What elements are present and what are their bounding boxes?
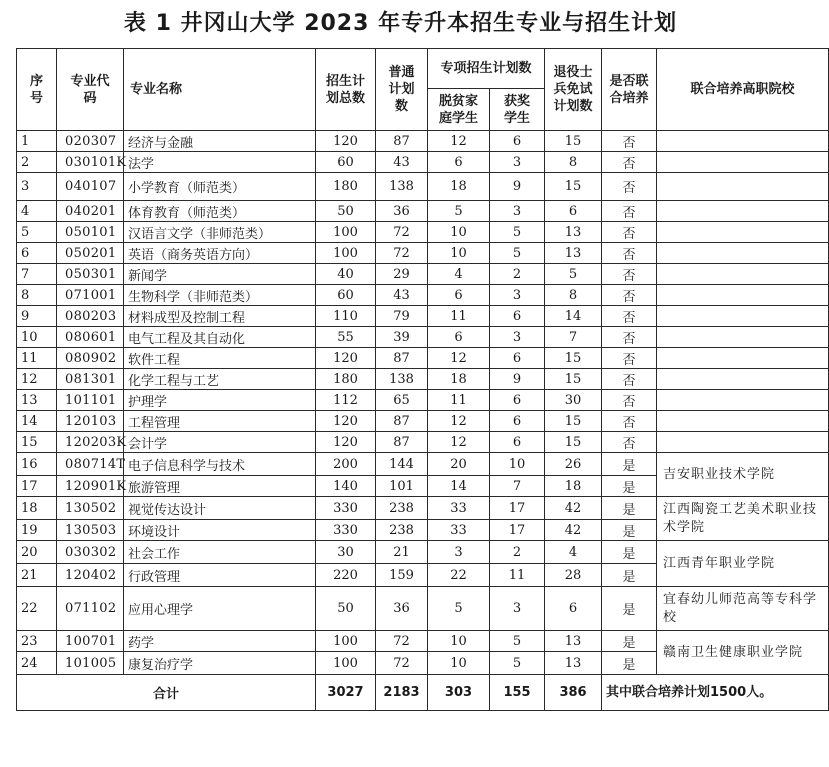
total-regular: 2183	[376, 675, 428, 711]
cell-veteran: 8	[545, 285, 602, 306]
cell-poor: 11	[428, 390, 490, 411]
cell-regular: 238	[376, 497, 428, 520]
cell-seq: 8	[17, 285, 57, 306]
cell-total: 60	[316, 285, 376, 306]
cell-total: 100	[316, 222, 376, 243]
total-note: 其中联合培养计划1500人。	[602, 675, 829, 711]
cell-poor: 12	[428, 348, 490, 369]
cell-seq: 13	[17, 390, 57, 411]
table-row	[17, 453, 829, 476]
cell-veteran: 18	[545, 476, 602, 497]
cell-award: 3	[490, 587, 545, 631]
cell-code: 120901K	[57, 476, 124, 497]
total-veteran: 386	[545, 675, 602, 711]
cell-joint: 否	[602, 348, 657, 369]
cell-code: 130503	[57, 520, 124, 541]
cell-award: 2	[490, 541, 545, 564]
cell-regular: 43	[376, 285, 428, 306]
cell-poor: 11	[428, 306, 490, 327]
cell-veteran: 42	[545, 520, 602, 541]
cell-joint: 否	[602, 369, 657, 390]
cell-partner-empty	[657, 432, 829, 453]
cell-regular: 238	[376, 520, 428, 541]
cell-partner-college: 江西青年职业学院	[657, 541, 829, 587]
cell-award: 17	[490, 497, 545, 520]
cell-award: 3	[490, 152, 545, 173]
cell-award: 5	[490, 631, 545, 652]
cell-award: 10	[490, 453, 545, 476]
cell-code: 040201	[57, 201, 124, 222]
cell-total: 120	[316, 131, 376, 152]
cell-joint: 否	[602, 432, 657, 453]
cell-partner-empty	[657, 201, 829, 222]
cell-major-name: 视觉传达设计	[124, 497, 316, 520]
cell-poor: 12	[428, 411, 490, 432]
cell-award: 5	[490, 243, 545, 264]
cell-award: 6	[490, 432, 545, 453]
cell-code: 071001	[57, 285, 124, 306]
cell-joint: 否	[602, 285, 657, 306]
cell-poor: 10	[428, 652, 490, 675]
header-joint: 是否联合培养	[602, 49, 657, 131]
table-row	[17, 541, 829, 564]
cell-poor: 18	[428, 173, 490, 201]
cell-total: 220	[316, 564, 376, 587]
cell-partner-empty	[657, 152, 829, 173]
header-seq: 序号	[17, 49, 57, 131]
cell-poor: 3	[428, 541, 490, 564]
cell-total: 40	[316, 264, 376, 285]
cell-regular: 29	[376, 264, 428, 285]
cell-total: 200	[316, 453, 376, 476]
cell-award: 6	[490, 411, 545, 432]
cell-seq: 11	[17, 348, 57, 369]
cell-joint: 否	[602, 152, 657, 173]
table-row	[17, 497, 829, 520]
cell-regular: 72	[376, 652, 428, 675]
cell-major-name: 法学	[124, 152, 316, 173]
cell-poor: 6	[428, 152, 490, 173]
cell-code: 080203	[57, 306, 124, 327]
cell-award: 6	[490, 131, 545, 152]
cell-partner-empty	[657, 264, 829, 285]
cell-seq: 17	[17, 476, 57, 497]
cell-major-name: 社会工作	[124, 541, 316, 564]
cell-poor: 12	[428, 131, 490, 152]
cell-seq: 5	[17, 222, 57, 243]
cell-partner-empty	[657, 173, 829, 201]
cell-major-name: 康复治疗学	[124, 652, 316, 675]
cell-seq: 10	[17, 327, 57, 348]
total-poor: 303	[428, 675, 490, 711]
cell-code: 081301	[57, 369, 124, 390]
header-regular: 普通计划数	[376, 49, 428, 131]
cell-regular: 87	[376, 411, 428, 432]
cell-veteran: 15	[545, 131, 602, 152]
cell-poor: 10	[428, 631, 490, 652]
cell-partner-empty	[657, 369, 829, 390]
cell-veteran: 15	[545, 348, 602, 369]
header-total: 招生计划总数	[316, 49, 376, 131]
cell-regular: 87	[376, 348, 428, 369]
cell-total: 100	[316, 652, 376, 675]
cell-poor: 22	[428, 564, 490, 587]
cell-code: 101101	[57, 390, 124, 411]
cell-code: 101005	[57, 652, 124, 675]
cell-partner-empty	[657, 306, 829, 327]
cell-partner-empty	[657, 411, 829, 432]
cell-total: 120	[316, 432, 376, 453]
total-total: 3027	[316, 675, 376, 711]
cell-award: 3	[490, 327, 545, 348]
cell-major-name: 生物科学（非师范类）	[124, 285, 316, 306]
cell-award: 6	[490, 306, 545, 327]
cell-joint: 否	[602, 201, 657, 222]
cell-poor: 5	[428, 201, 490, 222]
cell-veteran: 28	[545, 564, 602, 587]
cell-award: 5	[490, 222, 545, 243]
cell-regular: 72	[376, 243, 428, 264]
cell-poor: 33	[428, 520, 490, 541]
cell-seq: 2	[17, 152, 57, 173]
cell-total: 100	[316, 243, 376, 264]
cell-total: 100	[316, 631, 376, 652]
cell-veteran: 13	[545, 222, 602, 243]
cell-regular: 159	[376, 564, 428, 587]
header-partner: 联合培养高职院校	[657, 49, 829, 131]
cell-major-name: 经济与金融	[124, 131, 316, 152]
cell-total: 50	[316, 587, 376, 631]
table-body	[17, 131, 829, 711]
cell-award: 9	[490, 369, 545, 390]
table-row	[17, 631, 829, 652]
cell-code: 020307	[57, 131, 124, 152]
table-row	[17, 201, 829, 222]
cell-major-name: 体育教育（师范类）	[124, 201, 316, 222]
cell-major-name: 护理学	[124, 390, 316, 411]
table-row	[17, 152, 829, 173]
cell-joint: 否	[602, 222, 657, 243]
cell-joint: 是	[602, 453, 657, 476]
cell-seq: 16	[17, 453, 57, 476]
cell-poor: 10	[428, 222, 490, 243]
cell-regular: 87	[376, 432, 428, 453]
cell-joint: 否	[602, 264, 657, 285]
cell-major-name: 汉语言文学（非师范类）	[124, 222, 316, 243]
header-name: 专业名称	[124, 49, 316, 131]
table-row	[17, 285, 829, 306]
cell-veteran: 6	[545, 587, 602, 631]
cell-total: 330	[316, 520, 376, 541]
cell-poor: 5	[428, 587, 490, 631]
cell-partner-college: 江西陶瓷工艺美术职业技术学院	[657, 497, 829, 541]
table-row	[17, 369, 829, 390]
cell-major-name: 环境设计	[124, 520, 316, 541]
cell-major-name: 药学	[124, 631, 316, 652]
table-row	[17, 264, 829, 285]
cell-partner-empty	[657, 222, 829, 243]
table-row	[17, 131, 829, 152]
cell-seq: 15	[17, 432, 57, 453]
cell-regular: 65	[376, 390, 428, 411]
cell-seq: 12	[17, 369, 57, 390]
cell-regular: 36	[376, 201, 428, 222]
cell-veteran: 4	[545, 541, 602, 564]
cell-major-name: 电气工程及其自动化	[124, 327, 316, 348]
total-label: 合计	[17, 675, 316, 711]
cell-award: 6	[490, 348, 545, 369]
table-row	[17, 432, 829, 453]
cell-seq: 18	[17, 497, 57, 520]
cell-joint: 是	[602, 631, 657, 652]
cell-partner-empty	[657, 131, 829, 152]
cell-poor: 4	[428, 264, 490, 285]
cell-seq: 21	[17, 564, 57, 587]
cell-major-name: 小学教育（师范类）	[124, 173, 316, 201]
cell-total: 330	[316, 497, 376, 520]
cell-joint: 是	[602, 652, 657, 675]
table-row	[17, 222, 829, 243]
cell-award: 11	[490, 564, 545, 587]
cell-joint: 否	[602, 390, 657, 411]
cell-regular: 79	[376, 306, 428, 327]
cell-code: 030101K	[57, 152, 124, 173]
cell-veteran: 14	[545, 306, 602, 327]
cell-regular: 138	[376, 173, 428, 201]
cell-veteran: 15	[545, 411, 602, 432]
cell-joint: 否	[602, 306, 657, 327]
page-title: 表 1 井冈山大学 2023 年专升本招生专业与招生计划	[123, 11, 678, 36]
cell-veteran: 13	[545, 652, 602, 675]
cell-veteran: 15	[545, 173, 602, 201]
cell-major-name: 电子信息科学与技术	[124, 453, 316, 476]
table-row	[17, 348, 829, 369]
table-row	[17, 327, 829, 348]
cell-veteran: 26	[545, 453, 602, 476]
cell-partner-college: 宜春幼儿师范高等专科学校	[657, 587, 829, 631]
cell-regular: 72	[376, 222, 428, 243]
total-award: 155	[490, 675, 545, 711]
table-row	[17, 243, 829, 264]
cell-partner-college: 吉安职业技术学院	[657, 453, 829, 497]
table-row	[17, 587, 829, 631]
cell-joint: 是	[602, 564, 657, 587]
cell-regular: 39	[376, 327, 428, 348]
cell-regular: 43	[376, 152, 428, 173]
cell-code: 080902	[57, 348, 124, 369]
cell-seq: 6	[17, 243, 57, 264]
cell-poor: 14	[428, 476, 490, 497]
cell-veteran: 30	[545, 390, 602, 411]
cell-veteran: 6	[545, 201, 602, 222]
cell-regular: 21	[376, 541, 428, 564]
cell-code: 050201	[57, 243, 124, 264]
cell-total: 180	[316, 173, 376, 201]
cell-regular: 72	[376, 631, 428, 652]
cell-veteran: 5	[545, 264, 602, 285]
header-poor: 脱贫家庭学生	[428, 89, 490, 131]
table-row	[17, 306, 829, 327]
cell-regular: 138	[376, 369, 428, 390]
cell-joint: 否	[602, 243, 657, 264]
cell-award: 3	[490, 285, 545, 306]
cell-veteran: 15	[545, 369, 602, 390]
cell-veteran: 42	[545, 497, 602, 520]
enrollment-plan-table	[16, 48, 829, 711]
cell-major-name: 化学工程与工艺	[124, 369, 316, 390]
cell-seq: 9	[17, 306, 57, 327]
cell-partner-empty	[657, 243, 829, 264]
header-special: 专项招生计划数	[428, 49, 545, 89]
cell-total: 120	[316, 411, 376, 432]
cell-award: 7	[490, 476, 545, 497]
cell-partner-empty	[657, 327, 829, 348]
cell-joint: 否	[602, 131, 657, 152]
cell-joint: 否	[602, 327, 657, 348]
cell-partner-empty	[657, 348, 829, 369]
cell-regular: 144	[376, 453, 428, 476]
cell-regular: 101	[376, 476, 428, 497]
cell-code: 050301	[57, 264, 124, 285]
cell-seq: 20	[17, 541, 57, 564]
cell-award: 3	[490, 201, 545, 222]
cell-joint: 是	[602, 476, 657, 497]
cell-total: 110	[316, 306, 376, 327]
cell-poor: 6	[428, 285, 490, 306]
cell-award: 5	[490, 652, 545, 675]
cell-award: 6	[490, 390, 545, 411]
cell-award: 9	[490, 173, 545, 201]
cell-seq: 14	[17, 411, 57, 432]
cell-poor: 20	[428, 453, 490, 476]
cell-total: 140	[316, 476, 376, 497]
cell-code: 080714T	[57, 453, 124, 476]
cell-major-name: 材料成型及控制工程	[124, 306, 316, 327]
total-row	[17, 675, 829, 711]
cell-veteran: 7	[545, 327, 602, 348]
cell-major-name: 行政管理	[124, 564, 316, 587]
cell-total: 30	[316, 541, 376, 564]
cell-total: 50	[316, 201, 376, 222]
cell-award: 17	[490, 520, 545, 541]
cell-code: 071102	[57, 587, 124, 631]
table-row	[17, 390, 829, 411]
cell-joint: 是	[602, 520, 657, 541]
cell-major-name: 应用心理学	[124, 587, 316, 631]
cell-code: 040107	[57, 173, 124, 201]
cell-veteran: 8	[545, 152, 602, 173]
cell-code: 100701	[57, 631, 124, 652]
cell-poor: 10	[428, 243, 490, 264]
cell-total: 120	[316, 348, 376, 369]
cell-code: 120402	[57, 564, 124, 587]
cell-seq: 3	[17, 173, 57, 201]
cell-total: 180	[316, 369, 376, 390]
cell-code: 130502	[57, 497, 124, 520]
cell-code: 080601	[57, 327, 124, 348]
cell-major-name: 工程管理	[124, 411, 316, 432]
cell-award: 2	[490, 264, 545, 285]
cell-partner-empty	[657, 285, 829, 306]
cell-seq: 23	[17, 631, 57, 652]
cell-poor: 12	[428, 432, 490, 453]
cell-poor: 6	[428, 327, 490, 348]
header-award: 获奖学生	[490, 89, 545, 131]
cell-partner-college: 赣南卫生健康职业学院	[657, 631, 829, 675]
header-veteran: 退役士兵免试计划数	[545, 49, 602, 131]
cell-poor: 33	[428, 497, 490, 520]
cell-regular: 87	[376, 131, 428, 152]
cell-seq: 22	[17, 587, 57, 631]
cell-veteran: 13	[545, 631, 602, 652]
cell-veteran: 13	[545, 243, 602, 264]
cell-seq: 19	[17, 520, 57, 541]
cell-total: 55	[316, 327, 376, 348]
cell-joint: 否	[602, 173, 657, 201]
cell-major-name: 新闻学	[124, 264, 316, 285]
cell-partner-empty	[657, 390, 829, 411]
header-code: 专业代码	[57, 49, 124, 131]
table-row	[17, 411, 829, 432]
cell-joint: 是	[602, 541, 657, 564]
cell-seq: 4	[17, 201, 57, 222]
cell-code: 030302	[57, 541, 124, 564]
cell-regular: 36	[376, 587, 428, 631]
cell-code: 120203K	[57, 432, 124, 453]
table-row	[17, 173, 829, 201]
cell-seq: 24	[17, 652, 57, 675]
cell-code: 050101	[57, 222, 124, 243]
cell-seq: 1	[17, 131, 57, 152]
cell-major-name: 软件工程	[124, 348, 316, 369]
cell-major-name: 英语（商务英语方向）	[124, 243, 316, 264]
cell-major-name: 旅游管理	[124, 476, 316, 497]
cell-joint: 是	[602, 497, 657, 520]
cell-total: 60	[316, 152, 376, 173]
cell-veteran: 15	[545, 432, 602, 453]
cell-total: 112	[316, 390, 376, 411]
cell-poor: 18	[428, 369, 490, 390]
cell-joint: 否	[602, 411, 657, 432]
cell-seq: 7	[17, 264, 57, 285]
cell-major-name: 会计学	[124, 432, 316, 453]
cell-code: 120103	[57, 411, 124, 432]
cell-joint: 是	[602, 587, 657, 631]
